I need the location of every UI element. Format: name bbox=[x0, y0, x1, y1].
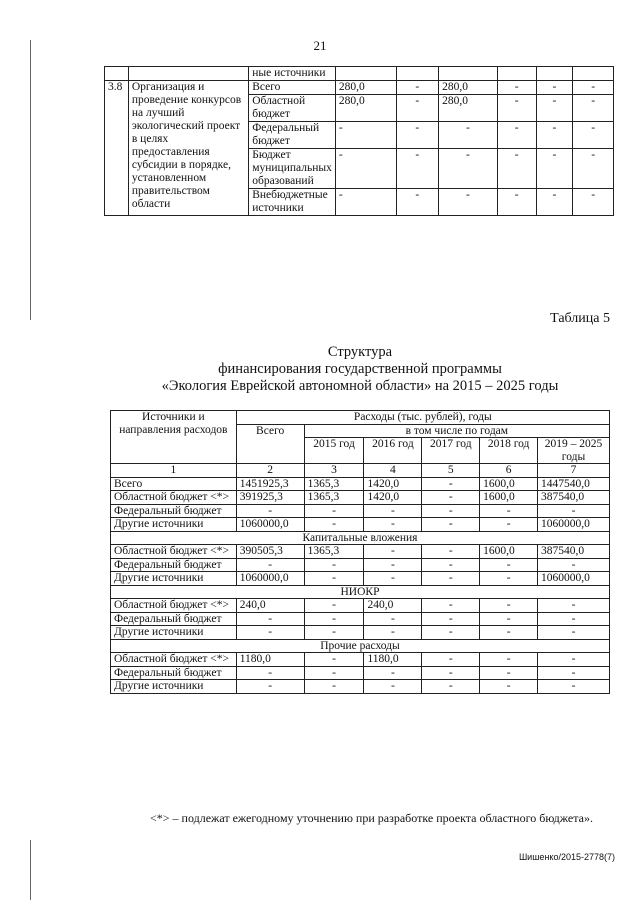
value-cell: - bbox=[573, 81, 614, 95]
column-number: 7 bbox=[538, 464, 610, 478]
value-cell: 391925,3 bbox=[236, 491, 304, 505]
value-cell: 387540,0 bbox=[538, 491, 610, 505]
value-cell: - bbox=[396, 149, 439, 189]
source-cell: ные источники bbox=[249, 67, 336, 81]
caption-line-2: финансирования государственной программы bbox=[218, 361, 502, 377]
value-cell: - bbox=[304, 680, 364, 694]
value-cell: 1060000,0 bbox=[236, 572, 304, 586]
value-cell: - bbox=[396, 122, 439, 149]
value-cell: - bbox=[422, 545, 480, 559]
table-row bbox=[111, 545, 610, 559]
column-number: 3 bbox=[304, 464, 364, 478]
value-cell: - bbox=[538, 558, 610, 572]
value-cell: 1365,3 bbox=[304, 545, 364, 559]
value-cell: - bbox=[304, 612, 364, 626]
row-label: Другие источники bbox=[111, 680, 237, 694]
value-cell: - bbox=[480, 653, 538, 667]
value-cell: - bbox=[236, 666, 304, 680]
value-cell: 280,0 bbox=[335, 81, 396, 95]
value-cell: 1600,0 bbox=[480, 545, 538, 559]
value-cell: 280,0 bbox=[439, 95, 498, 122]
source-cell: Внебюджетные источники bbox=[249, 189, 336, 216]
row-label: Областной бюджет <*> bbox=[111, 599, 237, 613]
value-cell: 390505,3 bbox=[236, 545, 304, 559]
value-cell: - bbox=[422, 666, 480, 680]
column-number: 5 bbox=[422, 464, 480, 478]
value-cell: - bbox=[480, 666, 538, 680]
left-margin-line bbox=[30, 40, 31, 320]
value-cell: - bbox=[364, 572, 422, 586]
value-cell: - bbox=[480, 518, 538, 532]
value-cell: - bbox=[573, 149, 614, 189]
row-label: Другие источники bbox=[111, 626, 237, 640]
value-cell: - bbox=[304, 666, 364, 680]
value-cell: 1060000,0 bbox=[538, 572, 610, 586]
value-cell: - bbox=[573, 95, 614, 122]
value-cell: - bbox=[538, 504, 610, 518]
column-number: 4 bbox=[364, 464, 422, 478]
table-row bbox=[111, 626, 610, 640]
caption-line-3: «Экология Еврейской автономной области» на 2015 – 2025 годы bbox=[161, 378, 559, 394]
value-cell: - bbox=[536, 122, 573, 149]
source-cell: Бюджет муниципальных образований bbox=[249, 149, 336, 189]
row-label: Федеральный бюджет bbox=[111, 504, 237, 518]
value-cell: - bbox=[304, 558, 364, 572]
value-cell: - bbox=[422, 477, 480, 491]
row-label: Федеральный бюджет bbox=[111, 612, 237, 626]
table-row bbox=[111, 572, 610, 586]
value-cell: - bbox=[236, 504, 304, 518]
value-cell: - bbox=[573, 122, 614, 149]
header-row-1 bbox=[111, 411, 610, 425]
value-cell: - bbox=[422, 518, 480, 532]
activities-table bbox=[104, 66, 614, 216]
value-cell: - bbox=[439, 189, 498, 216]
value-cell: - bbox=[480, 680, 538, 694]
row-label: Областной бюджет <*> bbox=[111, 545, 237, 559]
table-row bbox=[111, 477, 610, 491]
table-row bbox=[111, 518, 610, 532]
value-cell: - bbox=[364, 545, 422, 559]
value-cell: - bbox=[497, 95, 536, 122]
year-header: 2016 год bbox=[364, 438, 422, 464]
header-total: Всего bbox=[236, 424, 304, 464]
value-cell: - bbox=[304, 653, 364, 667]
left-margin-line-bottom bbox=[30, 840, 31, 900]
value-cell: - bbox=[364, 626, 422, 640]
table-caption bbox=[110, 344, 610, 395]
column-number: 6 bbox=[480, 464, 538, 478]
column-number: 1 bbox=[111, 464, 237, 478]
value-cell: - bbox=[364, 612, 422, 626]
value-cell: - bbox=[396, 81, 439, 95]
table-row bbox=[111, 491, 610, 505]
source-cell: Областной бюджет bbox=[249, 95, 336, 122]
table-row bbox=[111, 504, 610, 518]
value-cell: 280,0 bbox=[439, 81, 498, 95]
value-cell: 1600,0 bbox=[480, 477, 538, 491]
header-sources: Источники и направления расходов bbox=[111, 411, 237, 464]
table-row bbox=[111, 612, 610, 626]
table-row bbox=[111, 653, 610, 667]
value-cell: - bbox=[497, 149, 536, 189]
value-cell: - bbox=[236, 612, 304, 626]
source-cell: Всего bbox=[249, 81, 336, 95]
value-cell: - bbox=[364, 666, 422, 680]
value-cell: 1180,0 bbox=[364, 653, 422, 667]
value-cell: - bbox=[304, 572, 364, 586]
value-cell: - bbox=[536, 189, 573, 216]
continuation-row bbox=[105, 67, 614, 81]
value-cell: - bbox=[236, 626, 304, 640]
value-cell: - bbox=[304, 626, 364, 640]
value-cell: - bbox=[236, 558, 304, 572]
value-cell: - bbox=[538, 680, 610, 694]
year-header: 2015 год bbox=[304, 438, 364, 464]
value-cell: - bbox=[304, 518, 364, 532]
table-row bbox=[111, 666, 610, 680]
value-cell: - bbox=[538, 653, 610, 667]
section-header-row bbox=[111, 639, 610, 653]
value-cell: 1420,0 bbox=[364, 477, 422, 491]
value-cell: - bbox=[304, 599, 364, 613]
value-cell: 387540,0 bbox=[538, 545, 610, 559]
value-cell: - bbox=[573, 189, 614, 216]
row-label: Другие источники bbox=[111, 572, 237, 586]
value-cell: - bbox=[538, 612, 610, 626]
document-signature: Шишенко/2015-2778(7) bbox=[518, 852, 615, 862]
table-row bbox=[111, 680, 610, 694]
value-cell: - bbox=[538, 626, 610, 640]
value-cell: 1060000,0 bbox=[538, 518, 610, 532]
financing-structure-table bbox=[110, 410, 610, 694]
value-cell: - bbox=[480, 626, 538, 640]
value-cell: - bbox=[236, 680, 304, 694]
value-cell: 240,0 bbox=[364, 599, 422, 613]
row-label: Областной бюджет <*> bbox=[111, 491, 237, 505]
value-cell: - bbox=[335, 149, 396, 189]
value-cell: - bbox=[480, 504, 538, 518]
table-row bbox=[111, 599, 610, 613]
value-cell: - bbox=[422, 572, 480, 586]
value-cell: 1420,0 bbox=[364, 491, 422, 505]
value-cell: - bbox=[480, 572, 538, 586]
section-header-row bbox=[111, 585, 610, 599]
value-cell: - bbox=[536, 149, 573, 189]
section-title: Прочие расходы bbox=[111, 639, 610, 653]
value-cell: - bbox=[422, 680, 480, 694]
row-label: Федеральный бюджет bbox=[111, 666, 237, 680]
value-cell: - bbox=[422, 558, 480, 572]
value-cell: - bbox=[364, 680, 422, 694]
value-cell: - bbox=[422, 653, 480, 667]
value-cell: - bbox=[536, 95, 573, 122]
value-cell: - bbox=[497, 189, 536, 216]
row-label: Областной бюджет <*> bbox=[111, 653, 237, 667]
value-cell: - bbox=[480, 558, 538, 572]
value-cell: 1180,0 bbox=[236, 653, 304, 667]
value-cell: - bbox=[422, 504, 480, 518]
item-number: 3.8 bbox=[105, 81, 129, 216]
value-cell: - bbox=[422, 612, 480, 626]
year-header: 2018 год bbox=[480, 438, 538, 464]
caption-line-1: Структура bbox=[327, 344, 393, 360]
section-title: НИОКР bbox=[111, 585, 610, 599]
value-cell: - bbox=[364, 518, 422, 532]
value-cell: - bbox=[304, 504, 364, 518]
table-row bbox=[111, 558, 610, 572]
value-cell: - bbox=[536, 81, 573, 95]
value-cell: 1365,3 bbox=[304, 491, 364, 505]
footnote: <*> – подлежат ежегодному уточнению при разработке проекта областного бюджета». bbox=[150, 811, 593, 825]
value-cell: - bbox=[538, 666, 610, 680]
value-cell: 1451925,3 bbox=[236, 477, 304, 491]
value-cell: - bbox=[422, 626, 480, 640]
value-cell: - bbox=[439, 149, 498, 189]
item-name: Организация и проведение конкурсов на лучший экологический проект в целях предоставления субсидии в порядке, установленном правительством области bbox=[128, 81, 248, 216]
row-label: Федеральный бюджет bbox=[111, 558, 237, 572]
value-cell: - bbox=[439, 122, 498, 149]
value-cell: 1060000,0 bbox=[236, 518, 304, 532]
value-cell: 240,0 bbox=[236, 599, 304, 613]
value-cell: 1600,0 bbox=[480, 491, 538, 505]
page-number: 21 bbox=[313, 38, 327, 53]
column-numbers-row bbox=[111, 464, 610, 478]
value-cell: - bbox=[364, 504, 422, 518]
value-cell: - bbox=[396, 189, 439, 216]
value-cell: 1365,3 bbox=[304, 477, 364, 491]
value-cell: - bbox=[497, 81, 536, 95]
value-cell: - bbox=[422, 491, 480, 505]
value-cell: - bbox=[497, 122, 536, 149]
year-header: 2019 – 2025 годы bbox=[538, 438, 610, 464]
value-cell: - bbox=[480, 599, 538, 613]
value-cell: - bbox=[480, 612, 538, 626]
row-label: Другие источники bbox=[111, 518, 237, 532]
value-cell: - bbox=[335, 189, 396, 216]
year-header: 2017 год bbox=[422, 438, 480, 464]
value-cell: 1447540,0 bbox=[538, 477, 610, 491]
value-cell: 280,0 bbox=[335, 95, 396, 122]
section-title: Капитальные вложения bbox=[111, 531, 610, 545]
activity-row bbox=[105, 81, 614, 95]
column-number: 2 bbox=[236, 464, 304, 478]
value-cell: - bbox=[335, 122, 396, 149]
section-header-row bbox=[111, 531, 610, 545]
source-cell: Федеральный бюджет bbox=[249, 122, 336, 149]
header-expenses: Расходы (тыс. рублей), годы bbox=[236, 411, 609, 425]
table-label: Таблица 5 bbox=[550, 311, 610, 326]
value-cell: - bbox=[396, 95, 439, 122]
value-cell: - bbox=[422, 599, 480, 613]
row-label: Всего bbox=[111, 477, 237, 491]
value-cell: - bbox=[538, 599, 610, 613]
value-cell: - bbox=[364, 558, 422, 572]
header-by-years: в том числе по годам bbox=[304, 424, 609, 438]
